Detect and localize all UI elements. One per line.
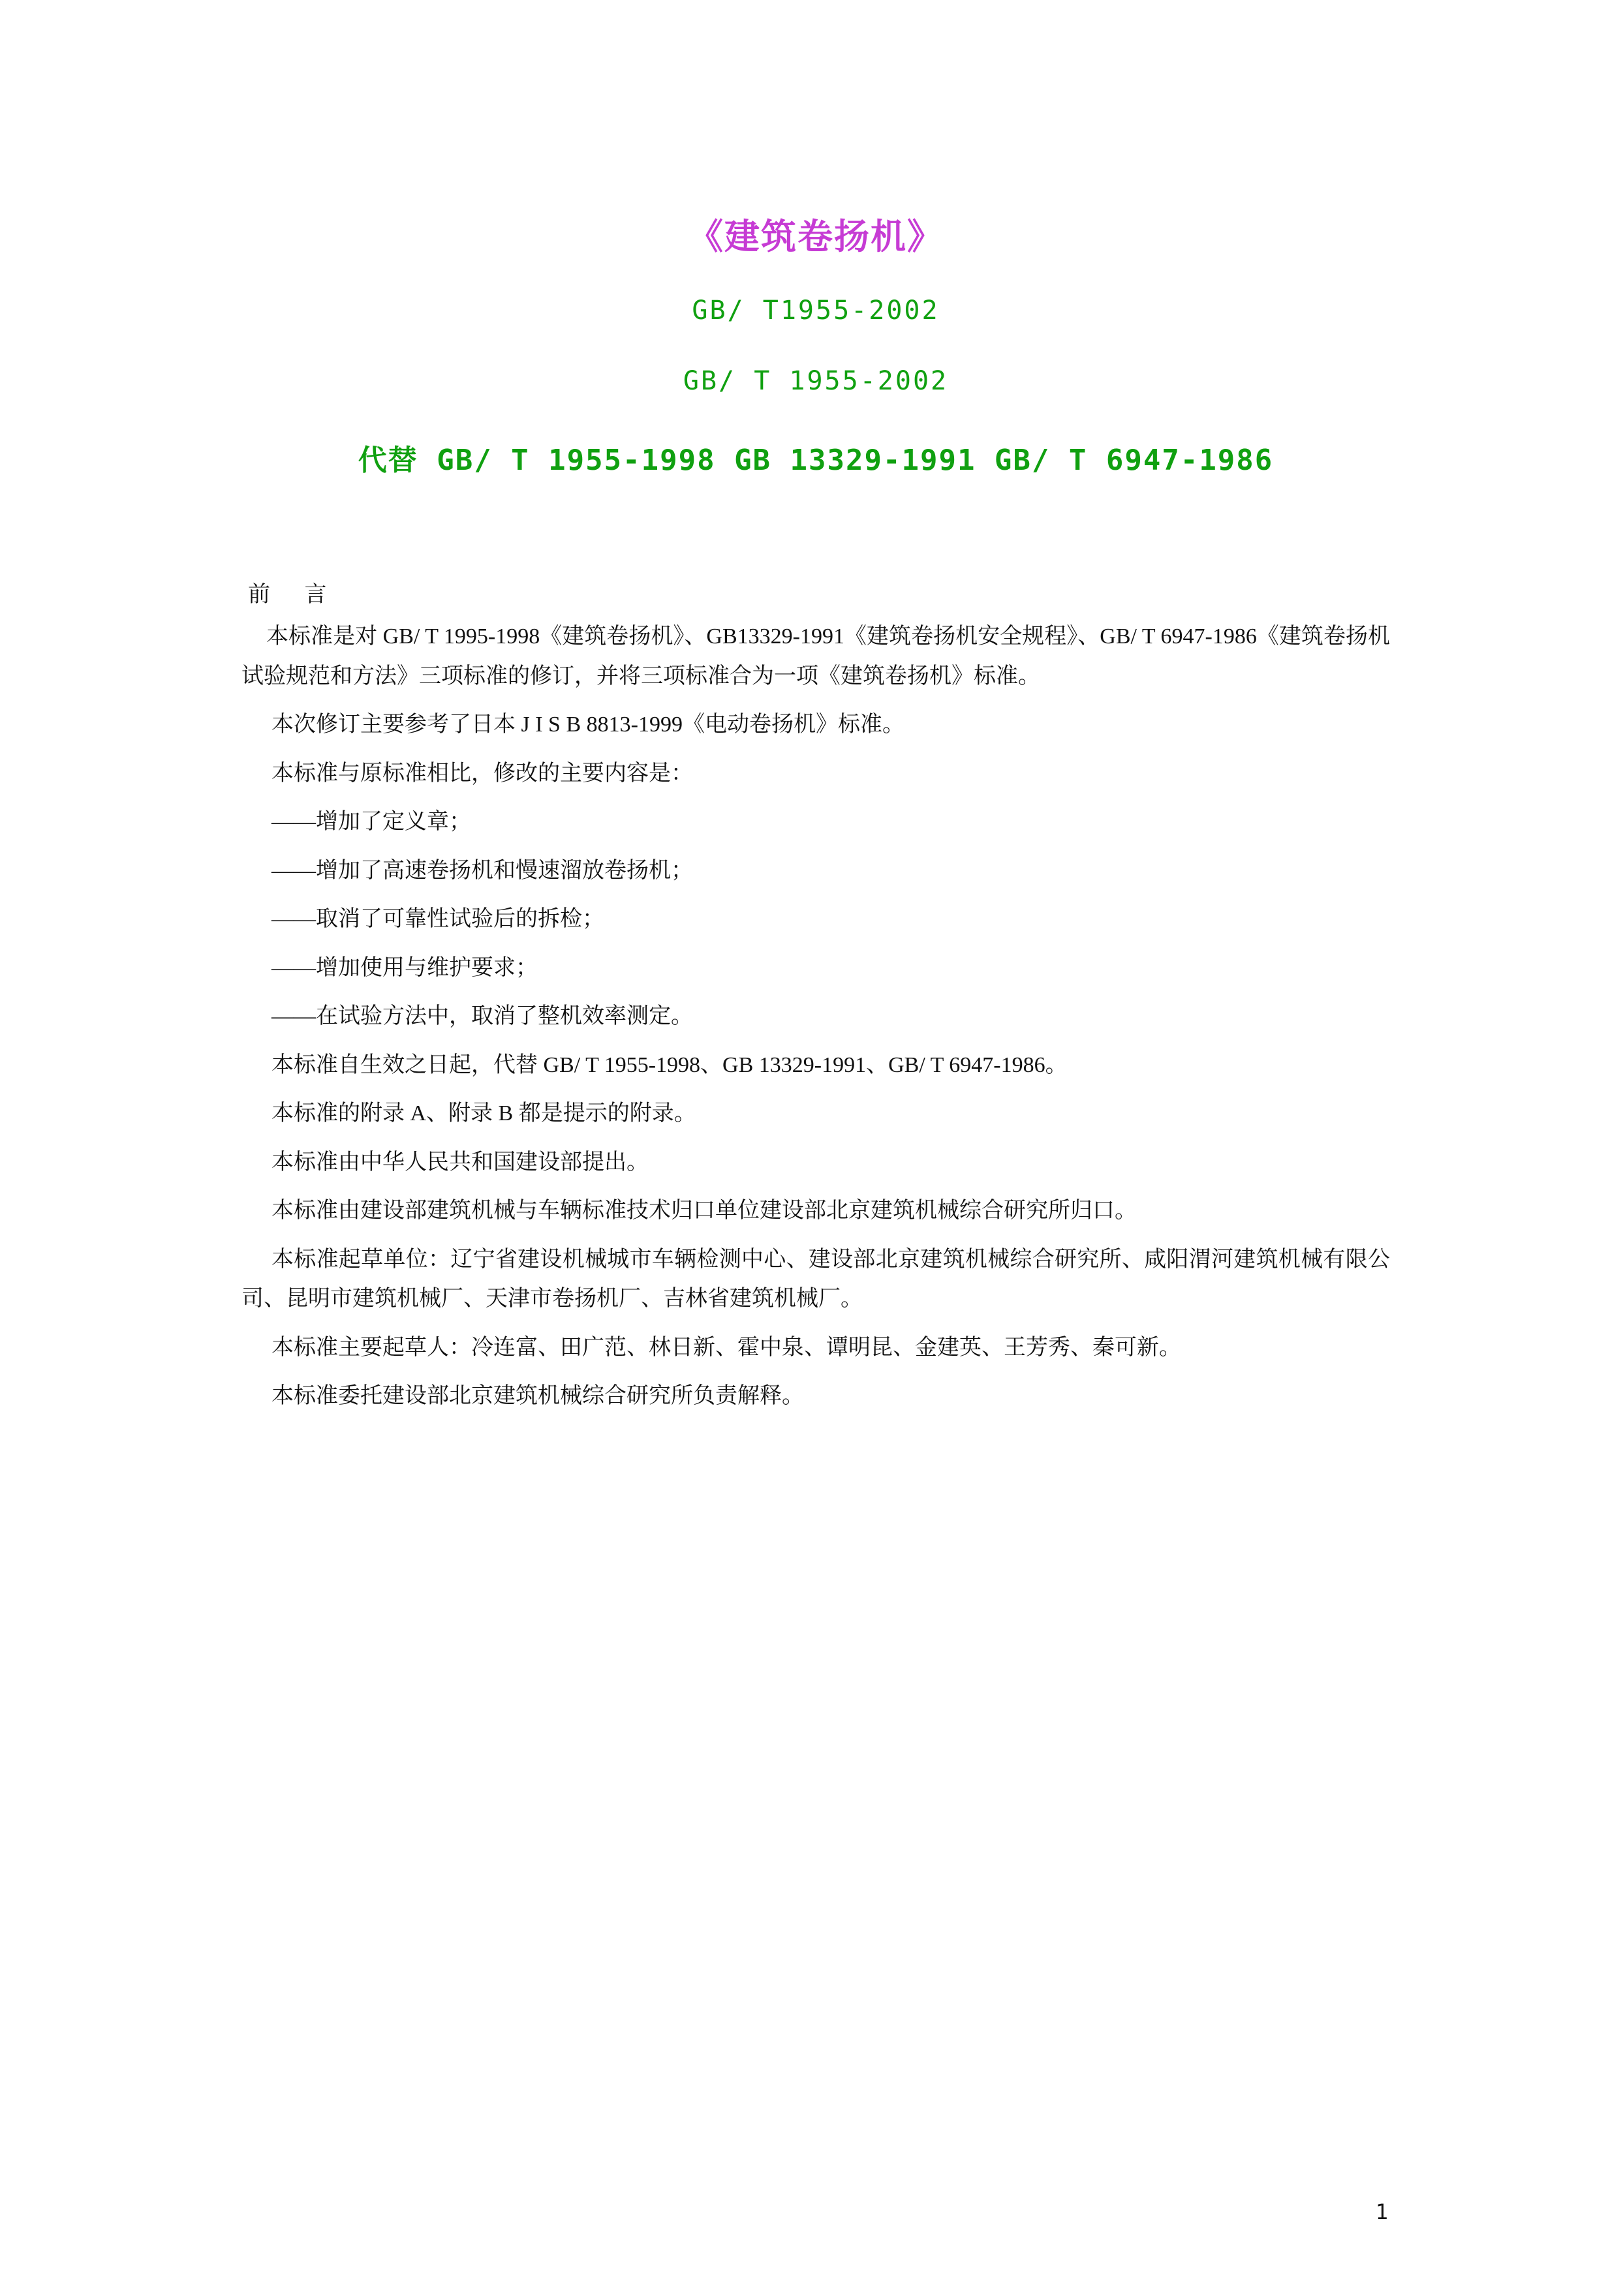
paragraph: 本标准的附录 A、附录 B 都是提示的附录。 bbox=[271, 1101, 696, 1126]
paragraph: 本标准是对 GB/ T 1995-1998《建筑卷扬机》、GB13329-1991《建筑卷扬机安全规程》、GB/ T 6947-1986《建筑卷扬机试验规范和方法》三项标准的修订，并将三项标准合为一项《建筑卷扬机》标准。 bbox=[241, 624, 1390, 688]
paragraph: 本标准主要起草人：冷连富、田广范、林日新、霍中泉、谭明昆、金建英、王芳秀、秦可新。 bbox=[271, 1335, 1181, 1360]
paragraph: 本标准由中华人民共和国建设部提出。 bbox=[271, 1150, 649, 1174]
paragraph: 本次修订主要参考了日本 J I S B 8813-1999《电动卷扬机》标准。 bbox=[271, 712, 904, 737]
replaced-standards-line bbox=[241, 436, 1390, 478]
standard-code-primary: GB/ T1955-2002 bbox=[692, 296, 940, 326]
paragraph: ——增加了定义章； bbox=[271, 810, 471, 834]
page-title: 《建筑卷扬机》 bbox=[688, 217, 944, 256]
standard-code-secondary: GB/ T 1955-2002 bbox=[683, 366, 949, 396]
paragraph: ——增加了高速卷扬机和慢速溜放卷扬机； bbox=[271, 858, 693, 883]
paragraph: 本标准委托建设部北京建筑机械综合研究所负责解释。 bbox=[271, 1384, 804, 1409]
paragraph: ——增加使用与维护要求； bbox=[271, 955, 538, 980]
replaces-label: 代替 bbox=[358, 444, 418, 476]
paragraph: 本标准起草单位：辽宁省建设机械城市车辆检测中心、建设部北京建筑机械综合研究所、咸阳渭河建筑机械有限公司、昆明市建筑机械厂、天津市卷扬机厂、吉林省建筑机械厂。 bbox=[241, 1247, 1390, 1311]
paragraph: 本标准与原标准相比，修改的主要内容是： bbox=[271, 761, 693, 786]
page-content bbox=[241, 0, 1390, 1416]
page-number: 1 bbox=[1375, 2199, 1388, 2224]
paragraph: ——取消了可靠性试验后的拆检； bbox=[271, 907, 604, 932]
paragraph: 本标准由建设部建筑机械与车辆标准技术归口单位建设部北京建筑机械综合研究所归口。 bbox=[271, 1199, 1137, 1223]
foreword-heading: 前 言 bbox=[248, 583, 341, 607]
paragraph: ——在试验方法中，取消了整机效率测定。 bbox=[271, 1004, 693, 1029]
paragraph: 本标准自生效之日起，代替 GB/ T 1955-1998、GB 13329-1991、GB/ T 6947-1986。 bbox=[271, 1052, 1068, 1077]
replaces-codes: GB/ T 1955-1998 GB 13329-1991 GB/ T 6947-1986 bbox=[437, 444, 1274, 477]
